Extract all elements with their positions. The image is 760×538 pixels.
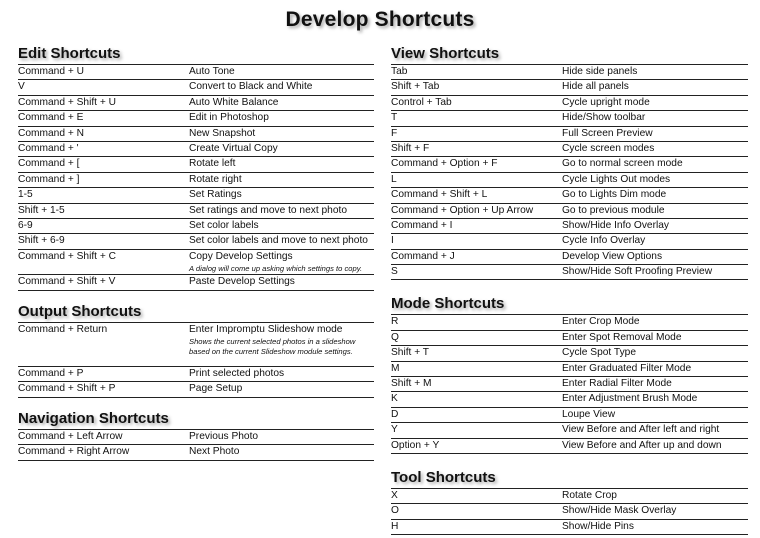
- shortcut-key: Option + Y: [391, 439, 440, 451]
- shortcut-row: [18, 430, 374, 445]
- shortcut-desc: Create Virtual Copy: [189, 142, 278, 154]
- shortcut-row: [391, 173, 748, 188]
- shortcut-row: [18, 275, 374, 290]
- shortcut-key: Command + Shift + U: [18, 96, 116, 108]
- shortcut-key: D: [391, 408, 399, 420]
- shortcut-row: [18, 250, 374, 276]
- section-tool: [391, 468, 748, 535]
- shortcut-key: L: [391, 173, 397, 185]
- section-output: [18, 302, 374, 398]
- shortcut-row: [391, 65, 748, 80]
- shortcut-key: Command + N: [18, 127, 84, 139]
- shortcut-row: [18, 127, 374, 142]
- shortcut-key: Command + Right Arrow: [18, 446, 130, 458]
- shortcut-row: [18, 234, 374, 249]
- shortcut-row: [391, 250, 748, 265]
- shortcut-desc: Cycle upright mode: [562, 96, 650, 108]
- shortcut-desc: Enter Adjustment Brush Mode: [562, 393, 698, 405]
- shortcut-key: Command + J: [391, 250, 455, 262]
- section-mode: [391, 294, 748, 454]
- shortcut-row: [391, 439, 748, 454]
- shortcut-key: R: [391, 316, 399, 328]
- shortcut-key: T: [391, 112, 398, 124]
- shortcut-desc: Show/Hide Info Overlay: [562, 219, 670, 231]
- shortcut-desc: Go to normal screen mode: [562, 158, 683, 170]
- shortcut-key: Command + I: [391, 219, 453, 231]
- shortcut-row: [391, 392, 748, 407]
- shortcut-row: [18, 65, 374, 80]
- shortcut-row: [18, 173, 374, 188]
- shortcut-desc: Hide all panels: [562, 81, 629, 93]
- shortcut-key: Command + Option + Up Arrow: [391, 204, 534, 216]
- shortcut-desc: Loupe View: [562, 408, 616, 420]
- shortcut-key: 6-9: [18, 219, 33, 231]
- shortcut-row: [18, 219, 374, 234]
- shortcut-key: Shift + M: [391, 378, 432, 390]
- section-navigation: [18, 409, 374, 461]
- shortcut-key: Command + U: [18, 66, 84, 77]
- shortcut-key: Command + Left Arrow: [18, 430, 123, 442]
- shortcut-desc: Auto Tone: [189, 66, 235, 77]
- shortcut-key: Command + Option + F: [391, 158, 498, 170]
- shortcut-note: Shows the current selected photos in a slideshow based on the current Slideshow module settings.: [189, 336, 356, 357]
- section-view: [391, 44, 748, 280]
- section-title-navigation: Navigation Shortcuts: [18, 409, 374, 430]
- shortcut-row: [18, 323, 374, 367]
- shortcut-row: [391, 96, 748, 111]
- shortcut-row: [18, 188, 374, 203]
- spacer: [391, 454, 748, 468]
- shortcut-desc-with-note: [189, 323, 374, 366]
- shortcut-key: 1-5: [18, 189, 33, 201]
- shortcut-row: [18, 445, 374, 460]
- shortcut-desc: Go to Lights Dim mode: [562, 189, 667, 201]
- shortcut-desc: Hide/Show toolbar: [562, 112, 646, 124]
- shortcut-desc: Show/Hide Pins: [562, 520, 634, 532]
- shortcut-key: Shift + F: [391, 142, 430, 154]
- shortcut-note: A dialog will come up asking which settings to copy.: [189, 263, 363, 273]
- shortcut-key: Command + P: [18, 367, 84, 379]
- section-edit: [18, 44, 374, 291]
- shortcut-row: [18, 367, 374, 382]
- shortcut-row: [391, 377, 748, 392]
- shortcut-desc: Show/Hide Mask Overlay: [562, 505, 677, 517]
- shortcut-desc: Go to previous module: [562, 204, 665, 216]
- shortcut-desc: View Before and After up and down: [562, 439, 722, 451]
- shortcut-row: [18, 142, 374, 157]
- shortcut-key: X: [391, 489, 398, 501]
- shortcut-desc: Full Screen Preview: [562, 127, 653, 139]
- shortcut-row: [18, 80, 374, 95]
- shortcut-desc: Edit in Photoshop: [189, 112, 269, 124]
- left-column: [18, 44, 374, 461]
- shortcut-key: S: [391, 266, 398, 278]
- shortcut-desc: Rotate Crop: [562, 489, 617, 501]
- shortcut-desc: Set color labels and move to next photo: [189, 235, 368, 247]
- shortcut-desc: Auto White Balance: [189, 96, 279, 108]
- shortcut-desc: Next Photo: [189, 446, 240, 458]
- shortcut-row: [391, 331, 748, 346]
- shortcut-desc: Hide side panels: [562, 66, 638, 77]
- shortcut-key: F: [391, 127, 398, 139]
- shortcut-desc: Previous Photo: [189, 430, 259, 442]
- shortcut-key: Q: [391, 331, 399, 343]
- shortcut-row: [391, 142, 748, 157]
- shortcut-row: [391, 504, 748, 519]
- shortcut-row: [391, 188, 748, 203]
- shortcut-key: I: [391, 235, 394, 247]
- shortcut-key: Command + Shift + P: [18, 383, 116, 395]
- shortcut-desc: Print selected photos: [189, 367, 285, 379]
- shortcut-row: [18, 204, 374, 219]
- shortcut-desc: Set ratings and move to next photo: [189, 204, 348, 216]
- shortcut-key: Command + Shift + L: [391, 189, 488, 201]
- spacer: [391, 280, 748, 294]
- shortcut-key: K: [391, 393, 398, 405]
- shortcut-key: Y: [391, 424, 398, 436]
- shortcut-key: O: [391, 505, 399, 517]
- shortcut-desc-with-note: [189, 250, 374, 275]
- shortcut-desc: Paste Develop Settings: [189, 276, 295, 288]
- section-title-tool: Tool Shortcuts: [391, 468, 748, 489]
- shortcut-row: [18, 96, 374, 111]
- shortcut-row: [391, 265, 748, 280]
- shortcut-row: [391, 127, 748, 142]
- shortcut-row: [18, 111, 374, 126]
- shortcut-row: [391, 346, 748, 361]
- shortcut-key: Shift + 1-5: [18, 204, 65, 216]
- shortcut-desc: Cycle Lights Out modes: [562, 173, 671, 185]
- section-title-output: Output Shortcuts: [18, 302, 374, 323]
- shortcut-key: Command + [: [18, 158, 80, 170]
- shortcut-key: Command + ]: [18, 173, 80, 185]
- shortcut-row: [391, 111, 748, 126]
- shortcut-desc: Page Setup: [189, 383, 243, 395]
- shortcut-desc: New Snapshot: [189, 127, 256, 139]
- shortcut-row: [391, 362, 748, 377]
- shortcut-key: Shift + 6-9: [18, 235, 65, 247]
- shortcut-row: [391, 423, 748, 438]
- shortcut-key: Control + Tab: [391, 96, 452, 108]
- shortcut-row: [391, 315, 748, 330]
- shortcut-key: M: [391, 362, 400, 374]
- shortcut-desc: Cycle Info Overlay: [562, 235, 646, 247]
- shortcut-key: Command + Return: [18, 323, 108, 335]
- shortcut-desc: Copy Develop Settings: [189, 250, 293, 262]
- shortcut-desc: Cycle screen modes: [562, 142, 655, 154]
- shortcut-row: [18, 157, 374, 172]
- shortcut-desc: View Before and After left and right: [562, 424, 720, 436]
- shortcut-row: [391, 489, 748, 504]
- section-title-mode: Mode Shortcuts: [391, 294, 748, 315]
- shortcut-desc: Cycle Spot Type: [562, 347, 636, 359]
- shortcut-row: [391, 520, 748, 535]
- shortcut-row: [18, 382, 374, 397]
- shortcut-desc: Set Ratings: [189, 189, 242, 201]
- right-column: [391, 44, 748, 535]
- shortcut-key: Command + Shift + C: [18, 250, 116, 262]
- shortcut-key: Command + E: [18, 112, 84, 124]
- shortcut-row: [391, 234, 748, 249]
- shortcut-key: Command + ': [18, 142, 79, 154]
- shortcut-row: [391, 204, 748, 219]
- shortcut-desc: Enter Impromptu Slideshow mode: [189, 323, 343, 335]
- shortcut-row: [391, 157, 748, 172]
- spacer: [18, 398, 374, 409]
- shortcut-key: H: [391, 520, 399, 532]
- shortcut-key: Shift + T: [391, 347, 430, 359]
- shortcut-desc: Rotate left: [189, 158, 236, 170]
- section-title-view: View Shortcuts: [391, 44, 748, 65]
- shortcut-desc: Show/Hide Soft Proofing Preview: [562, 266, 713, 278]
- shortcut-key: V: [18, 81, 25, 93]
- spacer: [18, 291, 374, 302]
- shortcut-key: Command + Shift + V: [18, 276, 116, 288]
- shortcut-desc: Enter Crop Mode: [562, 316, 640, 328]
- shortcut-key: Shift + Tab: [391, 81, 440, 93]
- shortcut-desc: Convert to Black and White: [189, 81, 313, 93]
- shortcut-desc: Rotate right: [189, 173, 242, 185]
- shortcut-desc: Develop View Options: [562, 250, 663, 262]
- shortcut-desc: Enter Radial Filter Mode: [562, 378, 672, 390]
- shortcut-desc: Enter Graduated Filter Mode: [562, 362, 692, 374]
- shortcut-row: [391, 219, 748, 234]
- section-title-edit: Edit Shortcuts: [18, 44, 374, 65]
- shortcut-row: [391, 80, 748, 95]
- shortcut-row: [391, 408, 748, 423]
- shortcut-key: Tab: [391, 66, 408, 77]
- shortcut-desc: Enter Spot Removal Mode: [562, 331, 682, 343]
- page-title: Develop Shortcuts: [285, 8, 475, 31]
- shortcut-desc: Set color labels: [189, 219, 259, 231]
